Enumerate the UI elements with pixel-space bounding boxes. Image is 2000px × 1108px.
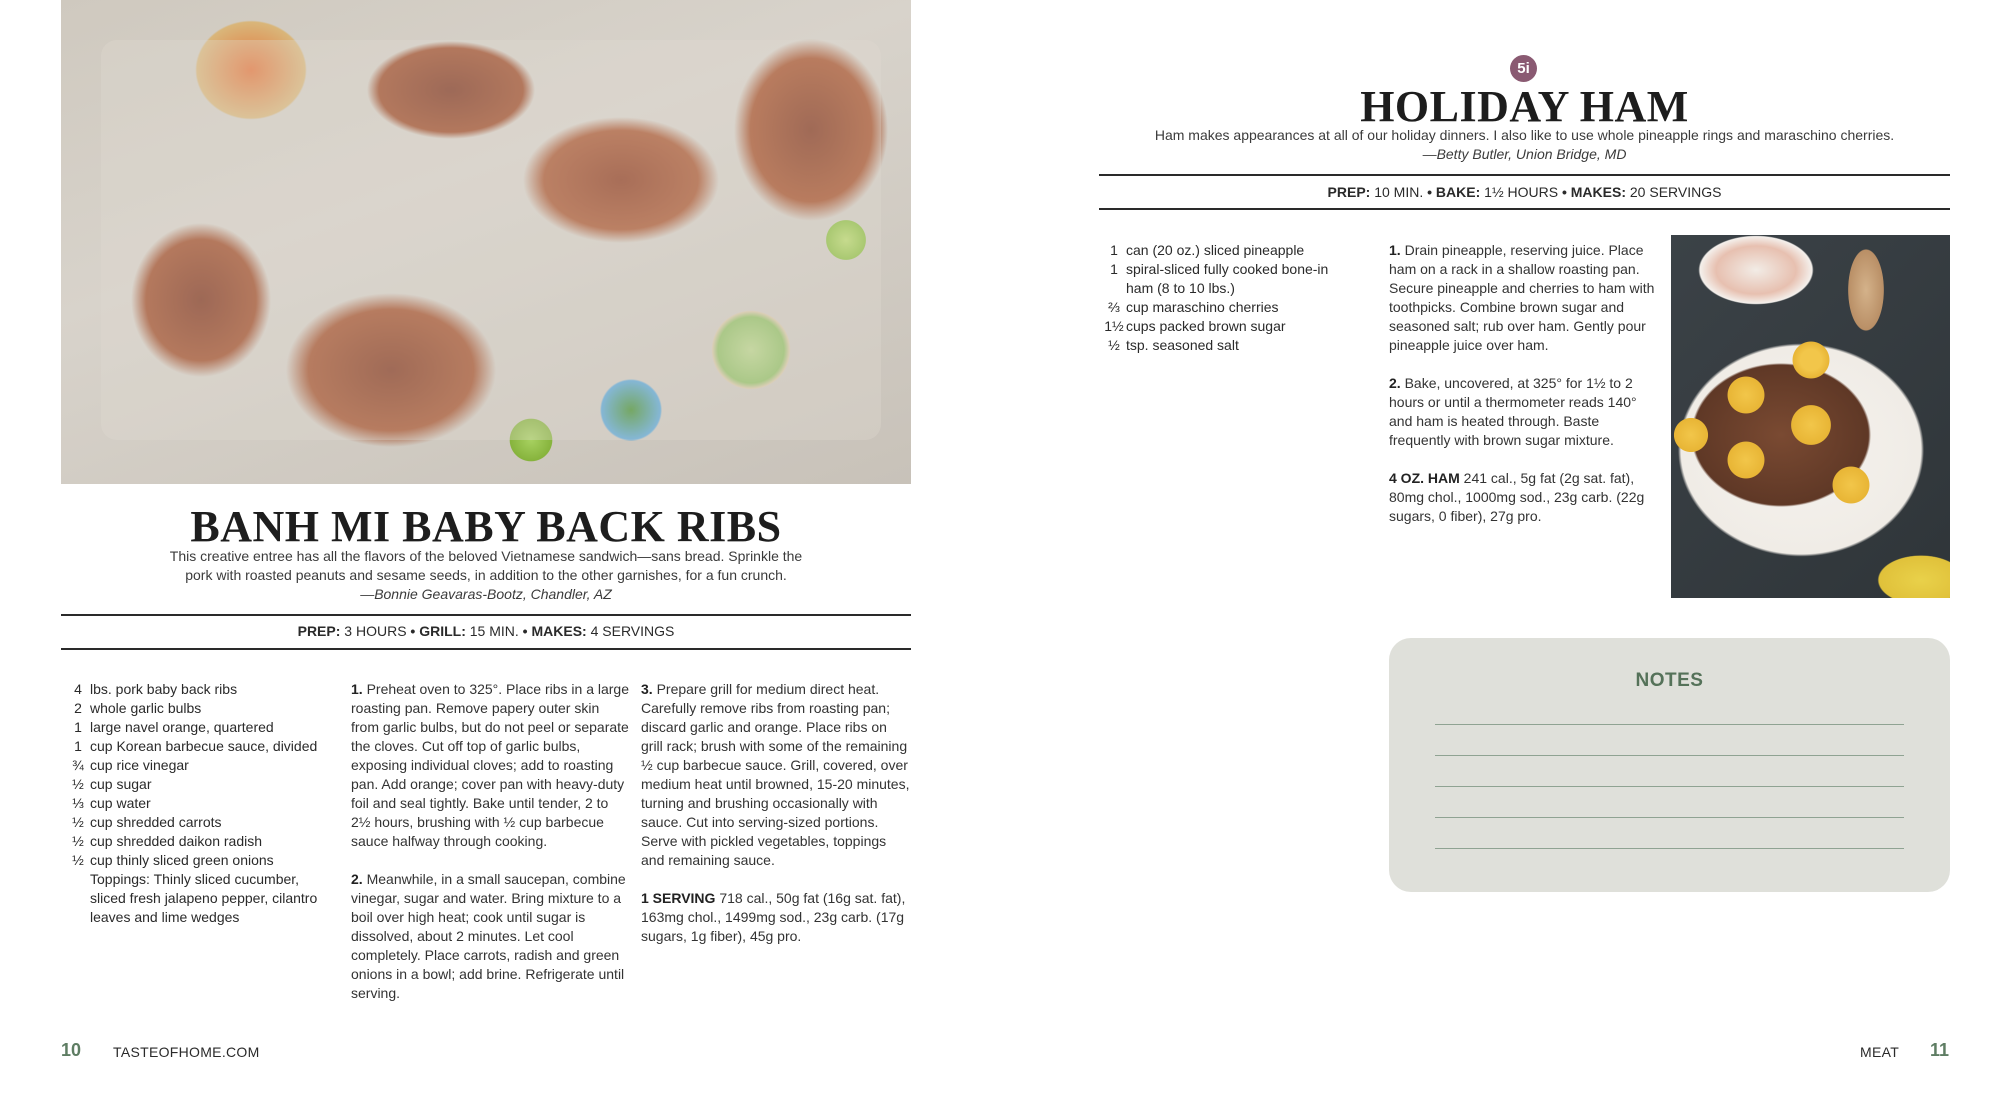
ingredient-item: 1 can (20 oz.) sliced pineapple	[1110, 242, 1305, 258]
five-ingredient-badge-icon: 5i	[1510, 55, 1537, 82]
makes-value: 4 SERVINGS	[590, 623, 675, 639]
ingredient-item: ⅔ cup maraschino cherries	[1108, 299, 1279, 315]
ingredient-list-banh-mi-ribs	[66, 680, 346, 927]
ingredient-item: ½ cup shredded daikon radish	[72, 833, 263, 849]
cook-value: 15 MIN.	[469, 623, 519, 639]
prep-value: 3 HOURS	[344, 623, 407, 639]
direction-step: 3. Prepare grill for medium direct heat. Carefully remove ribs from roasting pan; discard garlic and orange. Place ribs on grill rack; brush with some of the remaining ½ cup barbecue sauce. Grill, covered, over medium heat until browned, 15-20 minutes, turning and brushing occasionally with sauce. Cut into serving-sized portions. Serve with pickled vegetables, toppings and remaining sauce.	[641, 681, 910, 868]
top-rule	[61, 614, 911, 616]
cook-label: GRILL:	[419, 623, 466, 639]
makes-label: MAKES:	[1570, 184, 1626, 200]
nutrition-facts: 4 OZ. HAM 241 cal., 5g fat (2g sat. fat), 80mg chol., 1000mg sod., 23g carb. (22g sugars, 0 fiber), 27g pro.	[1389, 470, 1645, 524]
nutrition-facts: 1 SERVING 718 cal., 50g fat (16g sat. fat), 163mg chol., 1499mg sod., 23g carb. (17g sugars, 1g fiber), 45g pro.	[641, 890, 906, 944]
ingredient-item: 2 whole garlic bulbs	[74, 700, 202, 716]
ingredient-item: ½ tsp. seasoned salt	[1108, 337, 1239, 353]
ingredient-list-holiday-ham	[1102, 241, 1362, 355]
notes-box[interactable]	[1389, 638, 1950, 892]
direction-step: 2. Meanwhile, in a small saucepan, combine vinegar, sugar and water. Bring mixture to a boil over high heat; cook until sugar is dissolved, about 2 minutes. Let cool completely. Place carrots, radish and green onions in a bowl; add brine. Refrigerate until serving.	[351, 871, 626, 1001]
page-number-right: 11	[1930, 1040, 1950, 1060]
ingredient-item: ¾ cup rice vinegar	[72, 757, 189, 773]
directions-column-ham	[1389, 241, 1661, 545]
meta-separator: •	[410, 623, 416, 639]
cook-value: 1½ HOURS	[1484, 184, 1559, 200]
prep-label: PREP:	[1327, 184, 1371, 200]
recipe-attribution: —Bonnie Geavaras-Bootz, Chandler, AZ	[360, 586, 612, 602]
ingredient-item: ½ cup shredded carrots	[72, 814, 222, 830]
intro-line: Ham makes appearances at all of our holiday dinners. I also like to use whole pineapple rings and maraschino cherries.	[1154, 127, 1895, 143]
recipe-title-banh-mi-ribs: BANH MI BABY BACK RIBS	[190, 502, 782, 551]
page-number-left: 10	[61, 1040, 82, 1060]
notes-line	[1435, 817, 1904, 818]
meta-separator: •	[522, 623, 528, 639]
makes-value: 20 SERVINGS	[1629, 184, 1722, 200]
directions-column-1	[351, 680, 629, 1022]
prep-value: 10 MIN.	[1374, 184, 1424, 200]
ingredient-item: 4 lbs. pork baby back ribs	[74, 681, 238, 697]
ingredient-item: 1 spiral-sliced fully cooked bone-in ham (8 to 10 lbs.)	[1110, 261, 1329, 296]
recipe-title-holiday-ham: HOLIDAY HAM	[1360, 82, 1689, 131]
top-rule	[1099, 174, 1950, 176]
footer-section: MEAT	[1860, 1044, 1900, 1060]
meta-separator: •	[1427, 184, 1433, 200]
notes-line	[1435, 724, 1904, 725]
directions-column-2	[641, 680, 911, 965]
recipe-intro-holiday-ham	[1099, 126, 1950, 164]
direction-step: 1. Drain pineapple, reserving juice. Place ham on a rack in a shallow roasting pan. Secure pineapple and cherries to ham with toothpicks. Combine brown sugar and seasoned salt; rub over ham. Gently pour pineapple juice over ham.	[1389, 242, 1655, 353]
intro-line: pork with roasted peanuts and sesame seeds, in addition to the other garnishes, for a fun crunch.	[185, 567, 787, 583]
notes-line	[1435, 786, 1904, 787]
ingredient-item: ⅓ cup water	[72, 795, 151, 811]
cook-label: BAKE:	[1435, 184, 1481, 200]
ingredient-item: 1½ cups packed brown sugar	[1104, 318, 1286, 334]
ingredient-item: ½ cup sugar	[72, 776, 152, 792]
recipe-attribution: —Betty Butler, Union Bridge, MD	[1422, 146, 1627, 162]
notes-line	[1435, 755, 1904, 756]
banh-mi-ribs-photo	[61, 0, 911, 484]
notes-title: NOTES	[1635, 670, 1704, 691]
ingredient-item: 1 large navel orange, quartered	[74, 719, 274, 735]
ingredient-item: Toppings: Thinly sliced cucumber, sliced fresh jalapeno pepper, cilantro leaves and lime wedges	[90, 871, 318, 925]
ingredient-item: ½ cup thinly sliced green onions	[72, 852, 274, 868]
notes-line	[1435, 848, 1904, 849]
footer-site: TASTEOFHOME.COM	[113, 1044, 260, 1060]
prep-label: PREP:	[297, 623, 341, 639]
makes-label: MAKES:	[531, 623, 587, 639]
ingredient-item: 1 cup Korean barbecue sauce, divided	[74, 738, 318, 754]
recipe-meta-holiday-ham	[1099, 184, 1950, 200]
holiday-ham-photo	[1671, 235, 1950, 598]
direction-step: 2. Bake, uncovered, at 325° for 1½ to 2 hours or until a thermometer reads 140° and ham is heated through. Baste frequently with brown sugar mixture.	[1389, 375, 1637, 448]
recipe-intro-banh-mi-ribs	[61, 547, 911, 604]
bottom-rule	[61, 648, 911, 650]
intro-line: This creative entree has all the flavors of the beloved Vietnamese sandwich—sans bread. Sprinkle the	[169, 548, 803, 564]
bottom-rule	[1099, 208, 1950, 210]
recipe-meta-banh-mi-ribs	[61, 623, 911, 639]
meta-separator: •	[1561, 184, 1567, 200]
direction-step: 1. Preheat oven to 325°. Place ribs in a large roasting pan. Remove papery outer skin from garlic bulbs, but do not peel or separate the cloves. Cut off top of garlic bulbs, exposing individual cloves; add to roasting pan. Add orange; cover pan with heavy-duty foil and seal tightly. Bake until tender, 2 to 2½ hours, brushing with ½ cup barbecue sauce halfway through cooking.	[351, 681, 630, 849]
